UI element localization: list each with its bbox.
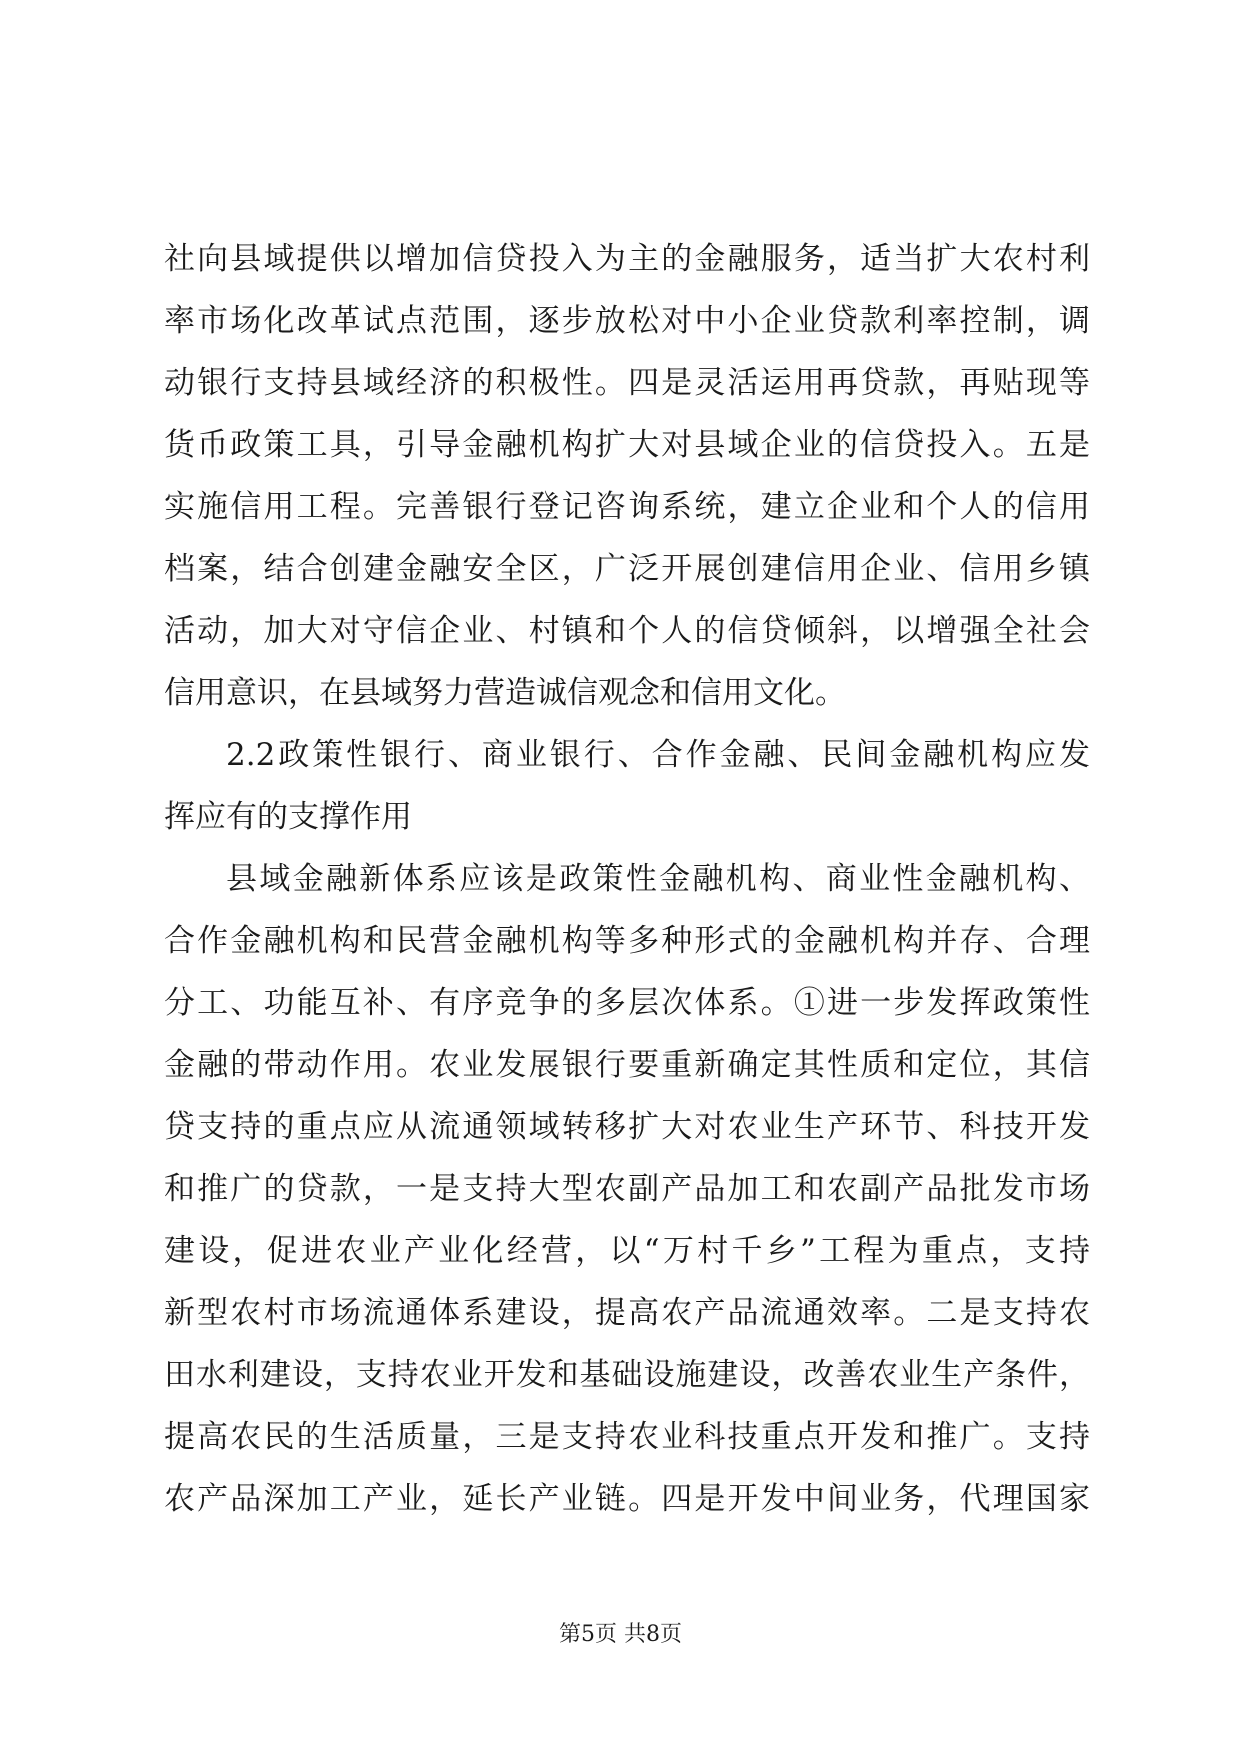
text-line: 田水利建设，支持农业开发和基础设施建设，改善农业生产条件， [164,1357,1090,1393]
heading-line: 挥应有的支撑作用 [164,799,412,835]
text-line: 分工、功能互补、有序竞争的多层次体系。①进一步发挥政策性 [164,985,1090,1021]
text-line: 和推广的贷款，一是支持大型农副产品加工和农副产品批发市场 [164,1171,1090,1207]
text-line: 率市场化改革试点范围，逐步放松对中小企业贷款利率控制，调 [164,303,1090,339]
text-line: 社向县域提供以增加信贷投入为主的金融服务，适当扩大农村利 [164,241,1090,277]
paragraph-financial-system [164,848,1090,1530]
text-line: 合作金融机构和民营金融机构等多种形式的金融机构并存、合理 [164,923,1090,959]
text-line: 档案，结合创建金融安全区，广泛开展创建信用企业、信用乡镇 [164,551,1090,587]
text-line: 县域金融新体系应该是政策性金融机构、商业性金融机构、 [226,861,1090,897]
text-line: 提高农民的生活质量，三是支持农业科技重点开发和推广。支持 [164,1419,1090,1455]
text-line: 贷支持的重点应从流通领域转移扩大对农业生产环节、科技开发 [164,1109,1090,1145]
text-line: 建设，促进农业产业化经营，以“万村千乡”工程为重点，支持 [164,1233,1090,1269]
text-line: 动银行支持县域经济的积极性。四是灵活运用再贷款，再贴现等 [164,365,1090,401]
text-line: 活动，加大对守信企业、村镇和个人的信贷倾斜，以增强全社会 [164,613,1090,649]
text-line: 实施信用工程。完善银行登记咨询系统，建立企业和个人的信用 [164,489,1090,525]
paragraph-credit-engineering [164,228,1090,724]
text-line: 农产品深加工产业，延长产业链。四是开发中间业务，代理国家 [164,1481,1090,1517]
body-text [164,228,1090,1530]
heading-line: 2.2政策性银行、商业银行、合作金融、民间金融机构应发 [226,737,1090,773]
text-line: 金融的带动作用。农业发展银行要重新确定其性质和定位，其信 [164,1047,1090,1083]
page-number-footer: 第5页 共8页 [559,1622,682,1647]
text-line: 新型农村市场流通体系建设，提高农产品流通效率。二是支持农 [164,1295,1090,1331]
text-line: 信用意识，在县域努力营造诚信观念和信用文化。 [164,675,846,711]
section-heading-2-2 [164,724,1090,848]
text-line: 货币政策工具，引导金融机构扩大对县域企业的信贷投入。五是 [164,427,1090,463]
